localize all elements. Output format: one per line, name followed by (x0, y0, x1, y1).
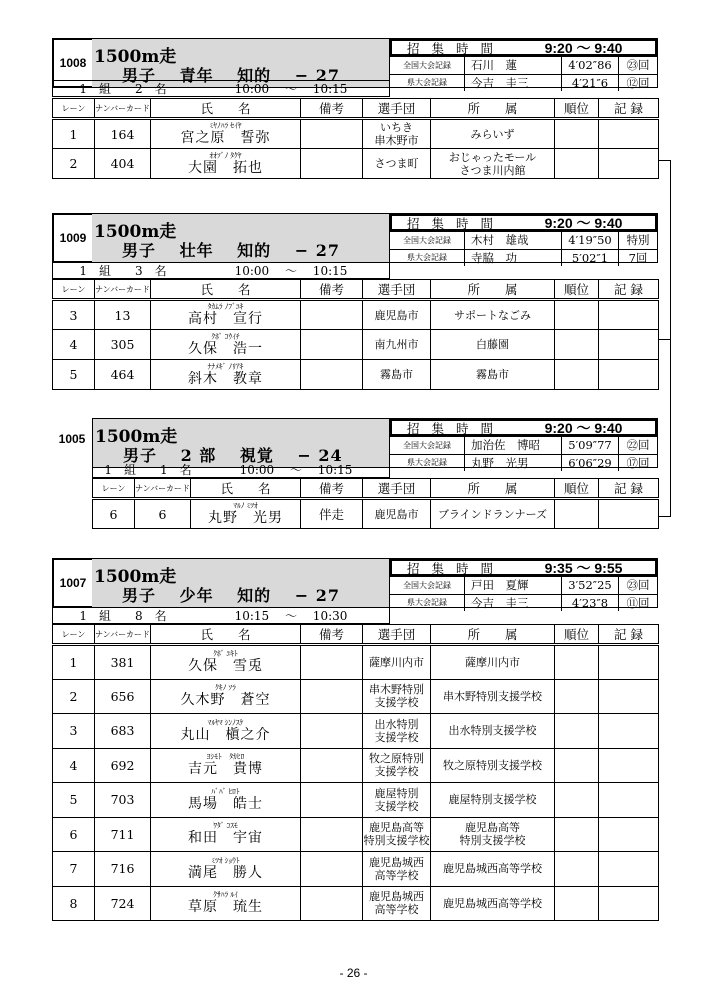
record-cell (599, 300, 659, 330)
rank-cell (555, 360, 599, 390)
event-title: 1500m走 (94, 222, 177, 242)
athlete-name: 草原 琉生 (188, 899, 263, 916)
name-kana: ﾏﾙﾉ ﾐﾂｵ (233, 501, 258, 510)
team-cell: 鹿児島市 (363, 499, 431, 529)
table-header (53, 280, 659, 300)
column-header: 備考 (301, 479, 363, 499)
table-row (53, 360, 659, 390)
bib-cell: 464 (95, 360, 151, 390)
page-number: - 26 - (339, 966, 368, 980)
name-cell (151, 300, 301, 330)
column-header: 順位 (555, 99, 599, 119)
record-box (390, 558, 658, 608)
aff-cell: 鹿児島城西高等学校 (431, 886, 555, 921)
rank-cell (555, 499, 599, 529)
column-header: ナンバーカード (95, 99, 151, 119)
aff-cell: 牧之原特別支援学校 (431, 748, 555, 783)
aff-cell: おじゃったモール さつま川内館 (431, 149, 555, 179)
lane-cell: 8 (53, 886, 95, 921)
column-header: ナンバーカード (95, 625, 151, 645)
lane-cell: 6 (53, 817, 95, 852)
athlete-name: 久木野 蒼空 (180, 692, 271, 709)
name-cell (151, 748, 301, 783)
note-cell (301, 330, 363, 360)
lane-cell: 5 (53, 360, 95, 390)
team-cell: 牧之原特別 支援学校 (363, 748, 431, 783)
national-record: 全国大会記録 加治佐 博昭 5′09″77 ㉒回 (390, 436, 657, 454)
bib-cell: 703 (95, 783, 151, 818)
rank-cell (555, 817, 599, 852)
table-row (53, 748, 659, 783)
column-header: 所 属 (431, 479, 555, 499)
athlete-name: 高村 宣行 (188, 311, 263, 327)
column-header: 所 属 (431, 280, 555, 300)
note-cell (301, 783, 363, 818)
lane-cell: 7 (53, 852, 95, 887)
name-kana: ﾅﾅﾒｷﾞ ﾉﾘｱｷ (207, 361, 244, 371)
column-header: 氏 名 (151, 280, 301, 300)
name-cell (151, 817, 301, 852)
record-cell (599, 499, 659, 529)
event-category: 男子 青年 知的 − 27 (122, 66, 340, 85)
aff-cell: 出水特別支援学校 (431, 714, 555, 749)
record-cell (599, 645, 659, 680)
rank-cell (555, 330, 599, 360)
record-cell (599, 886, 659, 921)
bib-cell: 692 (95, 748, 151, 783)
rank-cell (555, 645, 599, 680)
aff-cell: 鹿児島城西高等学校 (431, 852, 555, 887)
column-header: 氏 名 (151, 99, 301, 119)
table-row (53, 679, 659, 714)
name-cell (151, 645, 301, 680)
note-cell (301, 817, 363, 852)
call-time: 招 集 時 間 9:20 ～ 9:40 (390, 39, 657, 56)
team-cell: 薩摩川内市 (363, 645, 431, 680)
team-cell: 鹿児島市 (363, 300, 431, 330)
lane-cell: 6 (93, 499, 135, 529)
aff-cell: 鹿屋特別支援学校 (431, 783, 555, 818)
column-header: 記 録 (599, 479, 659, 499)
bib-cell: 164 (95, 119, 151, 149)
lane-cell: 3 (53, 714, 95, 749)
table-row (53, 783, 659, 818)
team-cell: 鹿児島城西 高等学校 (363, 886, 431, 921)
lane-cell: 3 (53, 300, 95, 330)
lane-cell: 5 (53, 783, 95, 818)
pref-record: 県大会記録 寺脇 功 5′02″1 7回 (390, 249, 657, 267)
rank-cell (555, 748, 599, 783)
name-kana: ﾊﾞﾊﾞ ﾋﾛﾄ (211, 786, 240, 796)
name-kana: ﾏﾙﾔﾏ ｼﾝﾉｽｹ (207, 717, 244, 727)
record-cell (599, 817, 659, 852)
record-cell (599, 149, 659, 179)
aff-cell: 鹿児島高等 特別支援学校 (431, 817, 555, 852)
event-category: 男子 少年 知的 − 27 (122, 586, 340, 605)
athlete-name: 和田 宇宙 (188, 830, 263, 847)
group-info: 1 組 8 名 10:15 ～ 10:30 (52, 607, 390, 624)
bib-cell: 656 (95, 679, 151, 714)
athlete-name: 斜木 教章 (188, 370, 263, 387)
event-block-1009 (92, 213, 658, 263)
column-header: レーン (53, 625, 95, 645)
note-cell: 伴走 (301, 499, 363, 529)
lane-cell: 1 (53, 119, 95, 149)
rank-cell (555, 300, 599, 330)
rank-cell (555, 886, 599, 921)
record-cell (599, 748, 659, 783)
table-row (53, 119, 659, 149)
team-cell: 鹿児島高等 特別支援学校 (363, 817, 431, 852)
event-number: 1008 (52, 38, 92, 88)
lane-cell: 2 (53, 679, 95, 714)
name-kana: ｸｷﾉ ｿﾗ (215, 683, 236, 693)
column-header: レーン (53, 99, 95, 119)
name-cell (151, 679, 301, 714)
athlete-name: 久保 浩一 (188, 340, 263, 357)
athlete-name: 馬場 皓士 (188, 795, 263, 812)
bib-cell: 724 (95, 886, 151, 921)
event-block-1007 (92, 558, 658, 608)
event-number: 1009 (52, 213, 92, 263)
column-header: ナンバーカード (135, 479, 191, 499)
record-box (390, 38, 658, 88)
name-cell (191, 499, 301, 529)
group-info: 1 組 3 名 10:00 ～ 10:15 (52, 262, 390, 279)
record-cell (599, 783, 659, 818)
table-row (53, 852, 659, 887)
name-cell (151, 886, 301, 921)
column-header: ナンバーカード (95, 280, 151, 300)
record-cell (599, 852, 659, 887)
record-cell (599, 360, 659, 390)
name-cell (151, 783, 301, 818)
column-header: 選手団 (363, 280, 431, 300)
bib-cell: 381 (95, 645, 151, 680)
record-cell (599, 679, 659, 714)
aff-cell: みらいず (431, 119, 555, 149)
bib-cell: 305 (95, 330, 151, 360)
name-kana: ﾀｶﾑﾗ ﾉﾌﾞﾕｷ (207, 302, 244, 311)
column-header: レーン (93, 479, 135, 499)
team-cell: 鹿児島城西 高等学校 (363, 852, 431, 887)
column-header: 備考 (301, 280, 363, 300)
lane-cell: 4 (53, 748, 95, 783)
call-time: 招 集 時 間 9:20 ～ 9:40 (390, 419, 657, 436)
national-record: 全国大会記録 木村 雄哉 4′19″50 特別 (390, 231, 657, 249)
bib-cell: 683 (95, 714, 151, 749)
athlete-name: 久保 雪兎 (188, 658, 263, 675)
column-header: 氏 名 (191, 479, 301, 499)
team-cell: 霧島市 (363, 360, 431, 390)
team-cell: 鹿屋特別 支援学校 (363, 783, 431, 818)
lane-cell: 4 (53, 330, 95, 360)
name-kana: ﾜﾀﾞ ｺｽﾓ (213, 821, 238, 831)
athlete-name: 大園 拓也 (188, 159, 263, 176)
event-title: 1500m走 (94, 567, 177, 587)
call-time: 招 集 時 間 9:20 ～ 9:40 (390, 214, 657, 231)
bib-cell: 13 (95, 300, 151, 330)
athlete-name: 吉元 貴博 (188, 761, 263, 778)
bib-cell: 6 (135, 499, 191, 529)
note-cell (301, 679, 363, 714)
aff-cell: 霧島市 (431, 360, 555, 390)
group-info: 1 組 2 名 10:00 ～ 10:15 (52, 80, 390, 97)
table-row (53, 645, 659, 680)
lane-cell: 2 (53, 149, 95, 179)
name-kana: ﾖｼﾓﾄ ﾀｶﾋﾛ (206, 752, 245, 762)
column-header: 記 録 (599, 280, 659, 300)
event-number: 1007 (52, 558, 92, 608)
aff-cell: ブラインドランナーズ (431, 499, 555, 529)
entry-table (52, 624, 659, 921)
event-title: 1500m走 (94, 47, 177, 67)
name-cell (151, 852, 301, 887)
table-row (53, 886, 659, 921)
column-header: 選手団 (363, 99, 431, 119)
name-kana: ｸﾎﾞ ﾕｷﾄ (213, 649, 238, 659)
column-header: 選手団 (363, 625, 431, 645)
name-kana: ｵｵｿﾞﾉ ﾀｸﾔ (209, 150, 242, 160)
table-row (53, 300, 659, 330)
column-header: 所 属 (431, 99, 555, 119)
note-cell (301, 645, 363, 680)
team-cell: いちき 串木野市 (363, 119, 431, 149)
pref-record: 県大会記録 今吉 圭三 4′21″6 ⑫回 (390, 74, 657, 92)
column-header: 記 録 (599, 625, 659, 645)
table-header (53, 99, 659, 119)
bib-cell: 404 (95, 149, 151, 179)
column-header: 選手団 (363, 479, 431, 499)
record-box (390, 213, 658, 263)
rank-cell (555, 149, 599, 179)
note-cell (301, 714, 363, 749)
pref-record: 県大会記録 今吉 圭三 4′23″8 ⑪回 (390, 594, 657, 612)
column-header: 備考 (301, 625, 363, 645)
athlete-name: 満尾 勝人 (188, 864, 263, 881)
athlete-name: 丸野 光男 (208, 510, 283, 526)
table-row (53, 330, 659, 360)
name-cell (151, 149, 301, 179)
team-cell: さつま町 (363, 149, 431, 179)
entry-table (52, 98, 659, 179)
column-header: 順位 (555, 479, 599, 499)
column-header: 氏 名 (151, 625, 301, 645)
aff-cell: 白藤園 (431, 330, 555, 360)
lane-cell: 1 (53, 645, 95, 680)
event-category: 男子 2 部 視覚 − 24 (123, 446, 343, 465)
table-header (93, 479, 659, 499)
name-kana: ｸｻﾊﾗ ﾙｲ (213, 890, 238, 900)
team-cell: 串木野特別 支援学校 (363, 679, 431, 714)
event-category: 男子 壮年 知的 − 27 (122, 241, 340, 260)
name-kana: ﾐﾔﾉﾊﾗ ｾｲﾔ (209, 121, 242, 130)
record-cell (599, 714, 659, 749)
name-kana: ﾐﾂｵ ｼｮｳﾄ (211, 855, 240, 865)
bib-cell: 711 (95, 817, 151, 852)
national-record: 全国大会記録 石川 蓮 4′02″86 ㉓回 (390, 56, 657, 74)
column-header: 順位 (555, 280, 599, 300)
bracket-tick (658, 339, 670, 340)
table-row (53, 714, 659, 749)
national-record: 全国大会記録 戸田 夏輝 3′52″25 ㉓回 (390, 576, 657, 594)
column-header: 所 属 (431, 625, 555, 645)
team-cell: 出水特別 支援学校 (363, 714, 431, 749)
note-cell (301, 748, 363, 783)
bib-cell: 716 (95, 852, 151, 887)
note-cell (301, 360, 363, 390)
record-cell (599, 119, 659, 149)
entry-table (92, 478, 659, 529)
record-cell (599, 330, 659, 360)
aff-cell: 串木野特別支援学校 (431, 679, 555, 714)
note-cell (301, 149, 363, 179)
note-cell (301, 300, 363, 330)
entry-table (52, 279, 659, 390)
name-cell (151, 119, 301, 149)
note-cell (301, 852, 363, 887)
column-header: レーン (53, 280, 95, 300)
table-row (93, 499, 659, 529)
table-row (53, 149, 659, 179)
team-cell: 南九州市 (363, 330, 431, 360)
name-kana: ｸﾎﾞ ｺｳｲﾁ (211, 331, 240, 341)
record-box (390, 418, 658, 468)
rank-cell (555, 714, 599, 749)
athlete-name: 宮之原 誓弥 (180, 130, 271, 146)
note-cell (301, 119, 363, 149)
event-number: 1005 (58, 432, 86, 446)
column-header: 順位 (555, 625, 599, 645)
name-cell (151, 360, 301, 390)
call-time: 招 集 時 間 9:35 ～ 9:55 (390, 559, 657, 576)
column-header: 記 録 (599, 99, 659, 119)
rank-cell (555, 783, 599, 818)
name-cell (151, 714, 301, 749)
rank-cell (555, 119, 599, 149)
table-header (53, 625, 659, 645)
note-cell (301, 886, 363, 921)
group-info: 1 組 1 名 10:00 ～ 10:15 (92, 461, 390, 478)
aff-cell: サポートなごみ (431, 300, 555, 330)
rank-cell (555, 679, 599, 714)
column-header: 備考 (301, 99, 363, 119)
table-row (53, 817, 659, 852)
pref-record: 県大会記録 丸野 光男 6′06″29 ⑰回 (390, 454, 657, 472)
event-title: 1500m走 (95, 427, 178, 447)
athlete-name: 丸山 槇之介 (180, 726, 271, 743)
name-cell (151, 330, 301, 360)
rank-cell (555, 852, 599, 887)
aff-cell: 薩摩川内市 (431, 645, 555, 680)
